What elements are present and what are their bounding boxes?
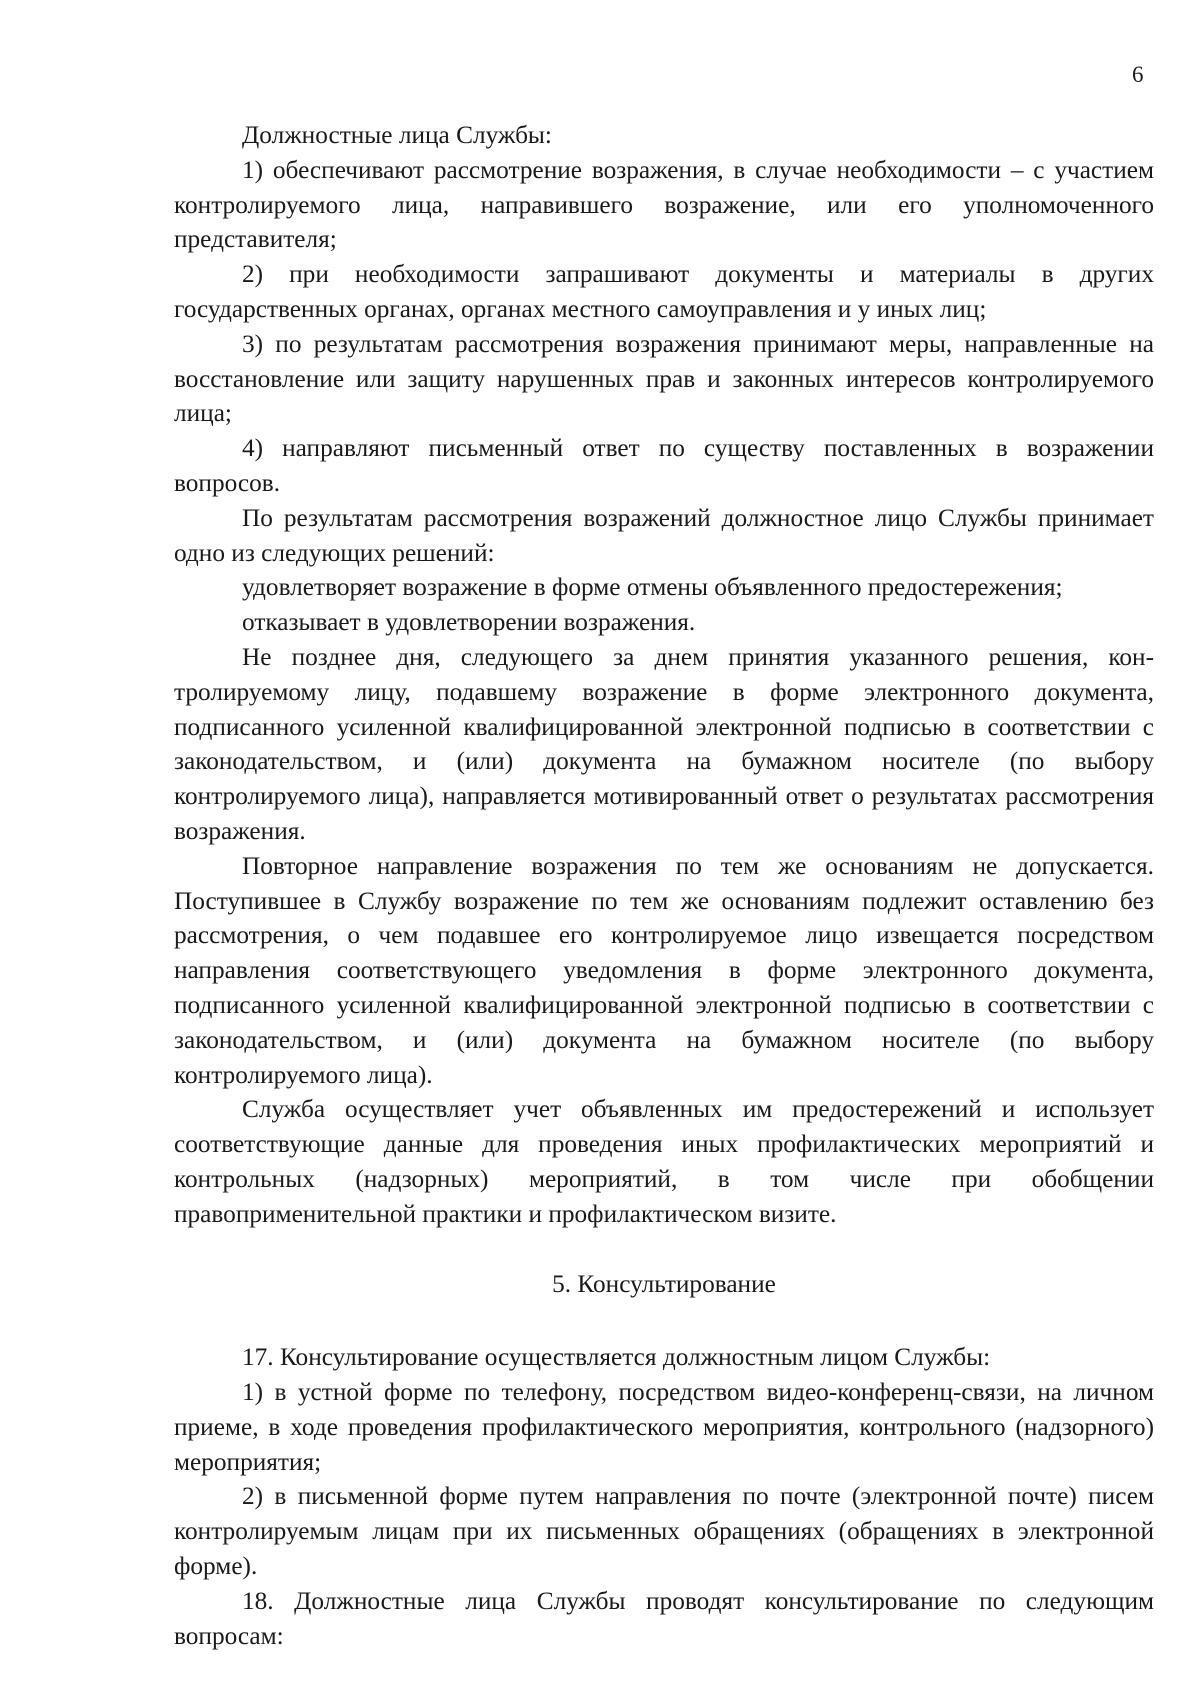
paragraph: 2) в письменной форме путем направления по почте (электронной почте) писем контролируемым лицам при их письменных обращениях (обращениях в электронной форме). <box>174 1482 1154 1581</box>
paragraph: 1) в устной форме по телефону, посредством видео-конференц-связи, на личном приеме, в ходе проведения профилактического мероприятия, контрольного (надзорного) мероприятия; <box>174 1378 1154 1476</box>
paragraph: 4) направляют письменный ответ по существу поставленных в возражении вопросов. <box>174 434 1154 497</box>
paragraph: 2) при необходимости запрашивают документы и материалы в других государственных органах, органах местного самоуправления и у иных лиц; <box>174 260 1154 323</box>
paragraph: По результатам рассмотрения возражений должностное лицо Службы принимает одно из следующих решений: <box>174 503 1154 567</box>
paragraph: Не позднее дня, следующего за днем принятия указанного решения, контролируемому лицу, подавшему возражение в форме электронного документа, подписанного усиленной квалифицированной электронной подписью в соответствии с законодательством, и (или) документа на бумажном носителе (по выбору контролируемого лица), направляется мотивированный ответ о результатах рассмотрения возражения. <box>174 642 1154 845</box>
paragraph: 1) обеспечивают рассмотрение возражения, в случае необходимости – с участием контролируемого лица, направившего возражение, или его уполномоченного представителя; <box>174 155 1154 254</box>
paragraph: Повторное направление возражения по тем же основаниям не допускается. Поступившее в Службу возражение по тем же основаниям подлежит оставлению без рассмотрения, о чем подавшее его контролируемое лицо извещается посредством направления соответствующего уведомления в форме электронного документа, подписанного усиленной квалифицированной электронной подписью в соответствии с законодательством, и (или) документа на бумажном носителе (по выбору контролируемого лица). <box>174 851 1154 1089</box>
paragraph: удовлетворяет возражение в форме отмены объявленного предостережения; <box>242 573 1063 602</box>
paragraph: Служба осуществляет учет объявленных им предостережений и использует соответствующие данные для проведения иных профилактических мероприятий и контрольных (надзорных) мероприятий, в том числе при обобщении правоприменительной практики и профилактическом визите. <box>174 1095 1154 1228</box>
paragraph: 18. Должностные лица Службы проводят консультирование по следующим вопросам: <box>174 1586 1154 1650</box>
paragraph: 3) по результатам рассмотрения возражения принимают меры, направленные на восстановление или защиту нарушенных прав и законных интересов контролируемого лица; <box>174 329 1154 428</box>
document-body <box>174 118 1154 1653</box>
paragraph: 17. Консультирование осуществляется должностным лицом Службы: <box>242 1343 991 1372</box>
paragraph: отказывает в удовлетворении возражения. <box>242 608 696 637</box>
page-number: 6 <box>1132 62 1144 87</box>
paragraph: Должностные лица Службы: <box>242 121 552 149</box>
section-title: 5. Консультирование <box>552 1269 776 1298</box>
